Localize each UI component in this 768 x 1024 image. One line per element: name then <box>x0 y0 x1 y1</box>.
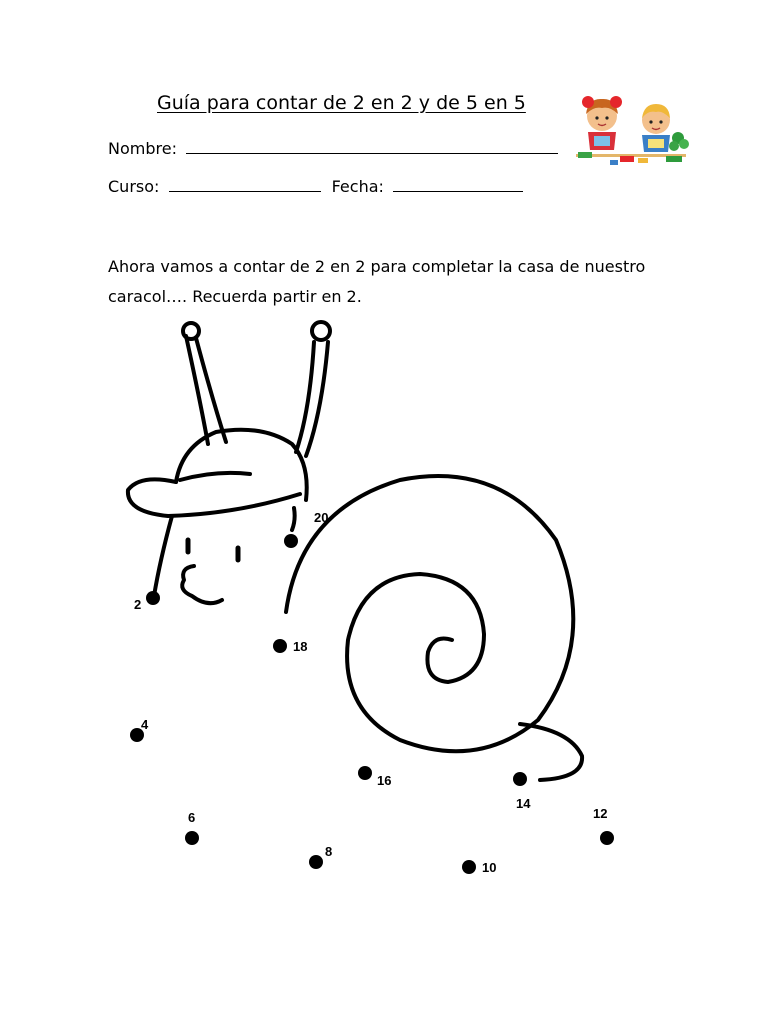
dot-20 <box>284 534 298 548</box>
dot-label-16: 16 <box>377 773 392 788</box>
dot-labels <box>134 510 607 875</box>
snail-cap <box>176 430 307 500</box>
right-antenna-tip <box>312 322 330 340</box>
dot-to-dot <box>130 534 614 874</box>
dot-14 <box>513 772 527 786</box>
dot-label-2: 2 <box>134 597 142 612</box>
dot-label-6: 6 <box>188 810 196 825</box>
left-antenna <box>186 336 208 444</box>
dot-8 <box>309 855 323 869</box>
dot-label-14: 14 <box>516 796 531 811</box>
dot-label-10: 10 <box>482 860 497 875</box>
dot-label-18: 18 <box>293 639 308 654</box>
dot-16 <box>358 766 372 780</box>
dot-18 <box>273 639 287 653</box>
name-label: Nombre: <box>108 139 177 158</box>
left-antenna-tip <box>183 323 199 339</box>
dot-label-8: 8 <box>325 844 333 859</box>
dot-12 <box>600 831 614 845</box>
dot-2 <box>146 591 160 605</box>
dot-label-4: 4 <box>141 717 149 732</box>
dot-label-12: 12 <box>593 806 608 821</box>
snail-tail <box>520 724 582 780</box>
snail-shell <box>286 476 573 751</box>
course-label: Curso: <box>108 177 160 196</box>
date-label: Fecha: <box>331 177 384 196</box>
dot-6 <box>185 831 199 845</box>
dot-label-20: 20 <box>314 510 329 525</box>
instructions-text: Ahora vamos a contar de 2 en 2 para completar la casa de nuestro caracol…. Recuerda partir en 2. <box>108 257 646 306</box>
worksheet-title: Guía para contar de 2 en 2 y de 5 en 5 <box>157 92 526 114</box>
snail-face <box>154 516 172 596</box>
dot-10 <box>462 860 476 874</box>
